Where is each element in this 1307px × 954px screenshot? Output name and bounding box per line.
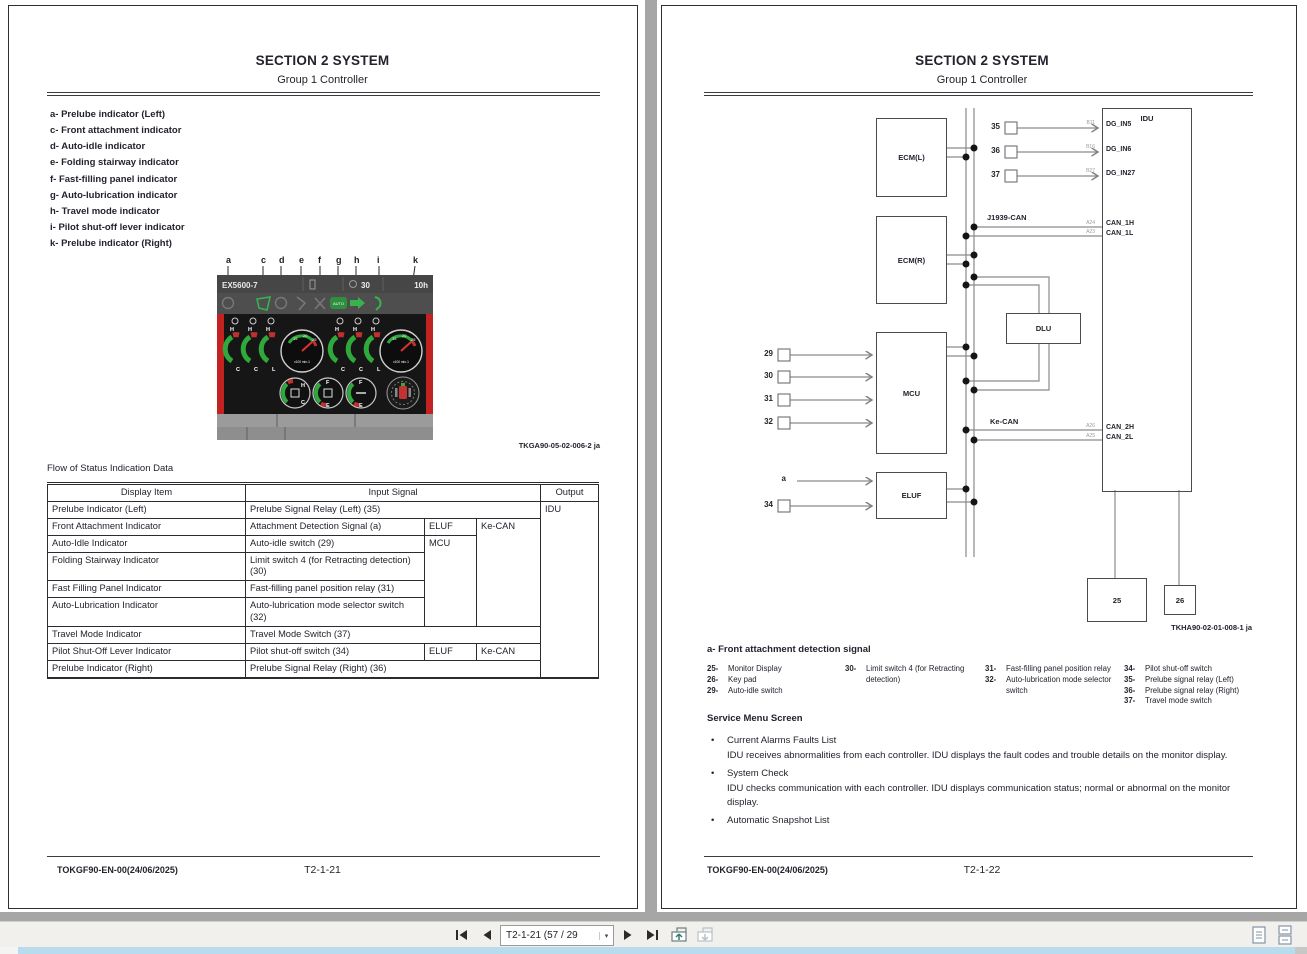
callout-item: e- Folding stairway indicator — [50, 157, 179, 169]
status-indication-table — [47, 482, 599, 679]
previous-page-button[interactable] — [477, 926, 497, 944]
status-strip-corner — [0, 947, 18, 954]
callout-item: f- Fast-filling panel indicator — [50, 173, 178, 185]
monitor-model-text: EX5600-7 — [222, 281, 258, 290]
callout-item: c- Front attachment indicator — [50, 125, 182, 137]
previous-page-icon — [480, 928, 494, 942]
svg-text:E: E — [326, 403, 330, 409]
title-rule — [47, 92, 600, 96]
pin-can-1l: CAN_1L — [1106, 230, 1134, 237]
input-32: 32 — [764, 417, 773, 426]
manual-page-left — [0, 0, 645, 912]
cell-item: Pilot Shut-Off Lever Indicator — [48, 643, 246, 660]
svg-text:H: H — [353, 327, 357, 333]
page-number-value: T2-1-21 (57 / 29 — [506, 930, 578, 941]
legend-column-3 — [985, 664, 1118, 696]
eluf-label: ELUF — [901, 491, 922, 500]
single-page-view-icon — [1250, 925, 1268, 945]
svg-text:20: 20 — [303, 333, 308, 338]
legend-text: Auto-idle switch — [728, 685, 783, 695]
pin-can-2l: CAN_2L — [1106, 434, 1134, 441]
pin-code-b16: B16 — [1086, 144, 1095, 150]
svg-text:C: C — [254, 367, 258, 373]
monitor-hourmeter-text: 10h — [414, 281, 428, 290]
svg-text:d: d — [279, 255, 285, 265]
table-header-row — [48, 484, 599, 502]
service-menu-item — [711, 815, 1256, 826]
cell-item: Prelube Indicator (Left) — [48, 501, 246, 518]
legend-number: 31- — [985, 664, 997, 673]
table-row — [48, 660, 599, 677]
svg-text:x100 min-1: x100 min-1 — [294, 360, 310, 364]
table-row — [48, 643, 599, 660]
input-34: 34 — [764, 500, 773, 509]
svg-text:i: i — [377, 255, 380, 265]
mcu-label: MCU — [902, 388, 921, 398]
legend-text: Auto-lubrication mode selector switch — [1006, 674, 1112, 695]
input-35: 35 — [991, 122, 1000, 131]
section-title: SECTION 2 SYSTEM — [255, 53, 390, 68]
svg-text:x100 min-1: x100 min-1 — [393, 360, 409, 364]
pin-code-b11: B11 — [1086, 120, 1095, 126]
legend-number: 32- — [985, 674, 997, 684]
service-menu-item — [711, 735, 1256, 746]
group-title: Group 1 Controller — [936, 74, 1028, 86]
svg-text:25: 25 — [411, 337, 416, 342]
previous-view-icon — [669, 926, 691, 944]
svg-text:H: H — [371, 327, 375, 333]
group-title: Group 1 Controller — [277, 74, 368, 86]
cell-signal: Auto-idle switch (29) — [246, 535, 425, 552]
legend-number: 34- — [1124, 664, 1136, 673]
legend-column-4 — [1124, 664, 1269, 707]
service-item-label: Current Alarms Faults List — [727, 735, 837, 746]
machine-emblem-icon — [387, 377, 419, 409]
pin-code-b27: B27 — [1086, 168, 1095, 174]
legend-number: 29- — [707, 685, 719, 695]
pin-dg-in27: DG_IN27 — [1106, 170, 1136, 177]
service-menu-list — [711, 731, 1256, 829]
legend-text: Fast-filling panel position relay — [1006, 664, 1111, 673]
cell-signal: Prelube Signal Relay (Left) (35) — [246, 501, 541, 518]
legend-number: 37- — [1124, 696, 1136, 706]
table-row — [48, 627, 599, 644]
idu-label: IDU — [1140, 114, 1154, 123]
ke-can-label: Ke-CAN — [990, 417, 1019, 426]
indicator-callout-list — [50, 107, 185, 252]
svg-text:AUTO: AUTO — [332, 301, 345, 306]
dlu-label: DLU — [1035, 324, 1052, 333]
callout-item: k- Prelube indicator (Right) — [50, 238, 172, 250]
svg-text:f: f — [318, 255, 321, 265]
dlu-box — [1006, 313, 1081, 344]
service-item-label: Automatic Snapshot List — [727, 814, 830, 826]
table-row — [48, 518, 599, 535]
footer-page-number: T2-1-21 — [304, 864, 341, 876]
legend-column-1 — [707, 664, 837, 696]
single-page-view-button[interactable] — [1248, 926, 1270, 944]
col-input-signal: Input Signal — [246, 484, 541, 502]
svg-text:H: H — [266, 327, 270, 333]
monitor-interval-text: 30 — [361, 281, 370, 290]
legend-text: Pilot shut-off switch — [1145, 664, 1213, 673]
footer-rule — [47, 856, 600, 857]
cell-signal: Fast-filling panel position relay (31) — [246, 581, 425, 598]
table-row — [48, 501, 599, 518]
bullet-icon: • — [711, 767, 715, 779]
cell-signal: Auto-lubrication mode selector switch (32) — [246, 598, 425, 627]
service-menu-title: Service Menu Screen — [707, 713, 803, 724]
svg-text:H: H — [248, 327, 252, 333]
bullet-icon: • — [711, 735, 715, 746]
svg-text:20: 20 — [402, 333, 407, 338]
next-page-button[interactable] — [618, 926, 638, 944]
legend-text: Prelube signal relay (Left) — [1145, 674, 1234, 684]
cell-signal: Limit switch 4 (for Retracting detection) (30) — [246, 552, 425, 581]
callout-item: i- Pilot shut-off lever indicator — [50, 222, 185, 234]
section-title: SECTION 2 SYSTEM — [915, 53, 1049, 68]
cell-via: MCU — [425, 535, 477, 626]
input-29: 29 — [764, 349, 773, 358]
callout-item: d- Auto-idle indicator — [50, 141, 146, 153]
cell-item: Folding Stairway Indicator — [48, 552, 246, 581]
svg-text:h: h — [354, 255, 360, 265]
previous-view-button[interactable] — [668, 926, 692, 944]
legend-number: 35- — [1124, 674, 1136, 684]
legend-text: Monitor Display — [728, 664, 782, 673]
pin-can-2h: CAN_2H — [1106, 424, 1135, 431]
legend-text: Prelube signal relay (Right) — [1145, 685, 1240, 695]
svg-text:c: c — [261, 255, 267, 265]
ecm-right-label: ECM(R) — [897, 255, 926, 265]
pdf-viewer-toolbar — [0, 921, 1307, 949]
svg-text:E: E — [359, 403, 363, 409]
svg-text:C: C — [236, 367, 240, 373]
callout-item: g- Auto-lubrication indicator — [50, 189, 178, 201]
service-item-description: IDU checks communication with each controller. IDU displays communication status; normal or abnormal on the monitor display. — [727, 782, 1231, 808]
cell-item: Auto-Idle Indicator — [48, 535, 246, 552]
next-view-icon — [695, 926, 717, 944]
page-number-field[interactable] — [500, 925, 614, 946]
footer-document-code: TOKGF90-EN-00(24/06/2025) — [57, 865, 178, 875]
legend-number: 36- — [1124, 685, 1136, 695]
pin-dg-in5: DG_IN5 — [1106, 121, 1132, 128]
svg-text:H: H — [230, 327, 234, 333]
svg-text:H: H — [301, 383, 305, 389]
svg-text:F: F — [326, 380, 330, 386]
pin-code-a24: A24 — [1086, 220, 1095, 226]
legend-number: 26- — [707, 674, 719, 684]
service-item-description: IDU receives abnormalities from each controller. IDU displays the fault codes and trouble details on the monitor display. — [727, 750, 1228, 761]
service-item-label: System Check — [727, 767, 789, 779]
cell-via: ELUF — [425, 518, 477, 535]
svg-text:H: H — [335, 327, 339, 333]
last-page-button[interactable] — [642, 926, 662, 944]
cell-item: Travel Mode Indicator — [48, 627, 246, 644]
input-36: 36 — [991, 146, 1000, 155]
service-menu-item — [711, 768, 1256, 779]
svg-text:C: C — [301, 400, 305, 406]
col-output: Output — [541, 484, 599, 502]
svg-text:C: C — [359, 367, 363, 373]
input-a: a — [781, 474, 786, 483]
callout-item: a- Prelube indicator (Left) — [50, 109, 166, 120]
auto-lubrication-icon — [330, 297, 347, 309]
cell-via: ELUF — [425, 643, 477, 660]
legend-text: Key pad — [728, 674, 757, 684]
svg-text:a: a — [226, 255, 232, 265]
cell-item: Auto-Lubrication Indicator — [48, 598, 246, 627]
cell-item: Prelube Indicator (Right) — [48, 660, 246, 677]
continuous-page-view-icon — [1276, 925, 1294, 945]
svg-text:e: e — [299, 255, 305, 265]
cell-signal: Travel Mode Switch (37) — [246, 627, 541, 644]
ecm-left-label: ECM(L) — [898, 153, 925, 162]
svg-text:g: g — [336, 255, 342, 265]
cell-item: Front Attachment Indicator — [48, 518, 246, 535]
input-37: 37 — [991, 170, 1000, 179]
legend-number: 25- — [707, 664, 719, 673]
j1939-can-label: J1939-CAN — [987, 213, 1027, 222]
manual-page-right — [657, 0, 1307, 912]
cell-signal: Pilot shut-off switch (34) — [246, 643, 425, 660]
status-strip-resize[interactable] — [1295, 947, 1307, 954]
svg-text:F: F — [359, 380, 363, 386]
legend-column-2 — [845, 664, 982, 686]
monitor-display-box — [1087, 578, 1147, 622]
footer-document-code: TOKGF90-EN-00(24/06/2025) — [707, 865, 828, 875]
table-title: Flow of Status Indication Data — [47, 463, 174, 474]
footer-rule — [704, 856, 1253, 857]
svg-text:25: 25 — [312, 337, 317, 342]
input-30: 30 — [764, 371, 773, 380]
eluf-box — [876, 472, 947, 519]
cell-bus: Ke-CAN — [477, 518, 541, 626]
svg-text:15: 15 — [293, 336, 298, 341]
ecm-left-box — [876, 118, 947, 197]
bullet-icon: • — [711, 814, 715, 826]
mcu-box — [876, 332, 947, 454]
cell-item: Fast Filling Panel Indicator — [48, 581, 246, 598]
col-display-item: Display Item — [48, 484, 246, 502]
first-page-button[interactable] — [452, 926, 472, 944]
next-view-button[interactable] — [694, 926, 718, 944]
svg-text:k: k — [413, 255, 419, 265]
box-26-label: 26 — [1175, 595, 1185, 605]
pin-dg-in6: DG_IN6 — [1106, 146, 1132, 153]
keypad-box — [1164, 585, 1196, 615]
callout-a: a- Front attachment detection signal — [707, 644, 871, 655]
cell-output: IDU — [541, 501, 599, 677]
figure-code: TKHA90-02-01-008-1 ja — [1171, 623, 1252, 632]
legend-text: Limit switch 4 (for Retracting detection) — [866, 664, 965, 684]
svg-text:L: L — [377, 367, 381, 373]
legend-number: 30- — [845, 664, 857, 673]
cell-bus: Ke-CAN — [477, 643, 541, 660]
cell-signal: Attachment Detection Signal (a) — [246, 518, 425, 535]
pin-can-1h: CAN_1H — [1106, 220, 1135, 227]
status-strip — [0, 947, 1307, 954]
svg-text:C: C — [341, 367, 345, 373]
box-25-label: 25 — [1112, 595, 1122, 605]
legend-text: Travel mode switch — [1145, 696, 1212, 706]
cell-signal: Prelube Signal Relay (Right) (36) — [246, 660, 541, 677]
footer-page-number: T2-1-22 — [963, 864, 1001, 876]
input-31: 31 — [764, 394, 773, 403]
continuous-page-view-button[interactable] — [1274, 926, 1296, 944]
figure-code: TKGA90-05-02-006-2 ja — [518, 441, 600, 450]
chevron-down-icon[interactable]: ▾ — [599, 932, 613, 940]
next-page-icon — [621, 928, 635, 942]
pin-code-a23: A23 — [1086, 229, 1095, 235]
pin-code-a25: A25 — [1086, 433, 1095, 439]
callout-item: h- Travel mode indicator — [50, 205, 160, 217]
last-page-icon — [644, 928, 660, 942]
svg-text:15: 15 — [392, 336, 397, 341]
monitor-display-figure — [215, 253, 435, 443]
first-page-icon — [454, 928, 470, 942]
pin-code-a26: A26 — [1086, 423, 1095, 429]
ecm-right-box — [876, 216, 947, 304]
svg-text:L: L — [272, 367, 276, 373]
